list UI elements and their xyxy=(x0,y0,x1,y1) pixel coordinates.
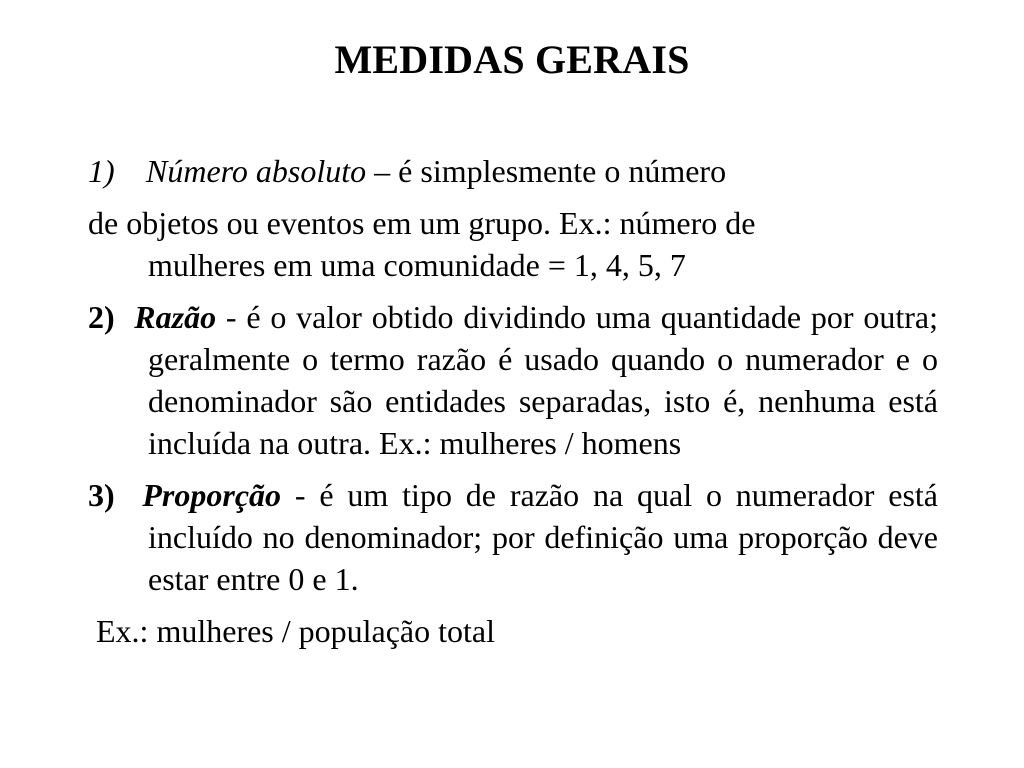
item-1-first-line xyxy=(88,150,938,192)
item-3 xyxy=(88,474,938,600)
item-1-definition-start: – é simplesmente o número xyxy=(366,153,727,189)
item-3-term: Proporção xyxy=(142,477,282,513)
item-2 xyxy=(88,296,938,464)
final-example: Ex.: mulheres / população total xyxy=(96,613,495,649)
item-2-term: Razão xyxy=(134,299,217,335)
item-1-term: Número absoluto xyxy=(146,153,367,189)
item-2-number: 2) xyxy=(88,299,115,335)
item-1-number: 1) xyxy=(88,153,115,189)
slide-title: MEDIDAS GERAIS xyxy=(334,37,690,82)
item-2-definition: - é o valor obtido dividindo uma quantidade por outra; geralmente o termo razão é usado quando o numerador e o denominador são entidades separadas, isto é, nenhuma está incluída na outra. Ex.: mulheres / homens xyxy=(148,299,939,461)
slide-body xyxy=(88,150,938,652)
item-1-third-line: mulheres em uma comunidade = 1, 4, 5, 7 xyxy=(148,247,686,283)
item-1-second-line: de objetos ou eventos em um grupo. Ex.: número de xyxy=(88,205,756,241)
item-3-number: 3) xyxy=(88,477,115,513)
item-3-definition: - é um tipo de razão na qual o numerador está incluído no denominador; por definição uma proporção deve estar entre 0 e 1. xyxy=(148,477,939,597)
